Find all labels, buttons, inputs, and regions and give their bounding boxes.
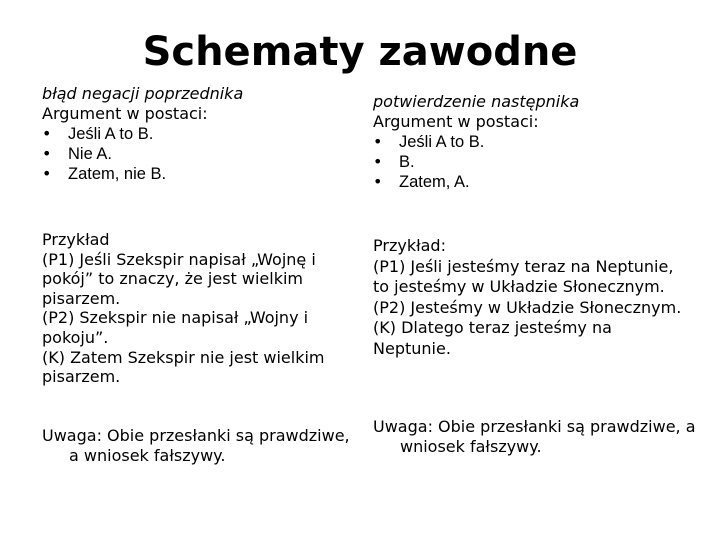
left-example-line: (P2) Szekspir nie napisał „Wojny i bbox=[42, 308, 309, 328]
left-example-label: Przykład bbox=[42, 230, 110, 249]
right-example-label: Przykład: bbox=[373, 236, 446, 255]
right-example-block bbox=[373, 236, 693, 359]
right-example-line: (P1) Jeśli jesteśmy teraz na Neptunie, bbox=[373, 256, 674, 276]
right-argument-block bbox=[373, 92, 693, 192]
right-heading: potwierdzenie następnika bbox=[373, 92, 580, 111]
left-heading: błąd negacji poprzednika bbox=[42, 84, 244, 103]
left-example-line: pisarzem. bbox=[42, 367, 121, 387]
left-bullet: • Nie A. bbox=[42, 144, 113, 163]
left-example-block bbox=[42, 230, 342, 387]
left-example-line: (K) Zatem Szekspir nie jest wielkim bbox=[42, 347, 325, 367]
left-argument-intro: Argument w postaci: bbox=[42, 104, 208, 123]
left-example-line: (P1) Jeśli Szekspir napisał „Wojnę i bbox=[42, 249, 316, 269]
left-example-line: pisarzem. bbox=[42, 288, 121, 308]
left-example-line: pokój” to znaczy, że jest wielkim bbox=[42, 269, 304, 289]
left-bullet: • Zatem, nie B. bbox=[42, 164, 167, 183]
left-note: Uwaga: Obie przesłanki są prawdziwe, a wniosek fałszywy. bbox=[42, 426, 350, 465]
left-bullet: • Jeśli A to B. bbox=[42, 124, 154, 143]
left-example-line: pokoju”. bbox=[42, 327, 109, 347]
right-bullet: • B. bbox=[373, 152, 415, 171]
right-example-line: (K) Dlatego teraz jesteśmy na bbox=[373, 318, 612, 337]
right-note: Uwaga: Obie przesłanki są prawdziwe, a wniosek fałszywy. bbox=[373, 417, 696, 456]
right-bullet: • Jeśli A to B. bbox=[373, 132, 485, 151]
right-example-line: to jesteśmy w Układzie Słonecznym. bbox=[373, 277, 665, 296]
left-argument-block bbox=[42, 84, 342, 184]
page-title: Schematy zawodne bbox=[142, 29, 578, 75]
right-bullet: • Zatem, A. bbox=[373, 172, 470, 191]
right-example-line: Neptunie. bbox=[373, 338, 451, 358]
right-example-line: (P2) Jesteśmy w Układzie Słonecznym. bbox=[373, 297, 682, 317]
right-argument-intro: Argument w postaci: bbox=[373, 112, 539, 131]
